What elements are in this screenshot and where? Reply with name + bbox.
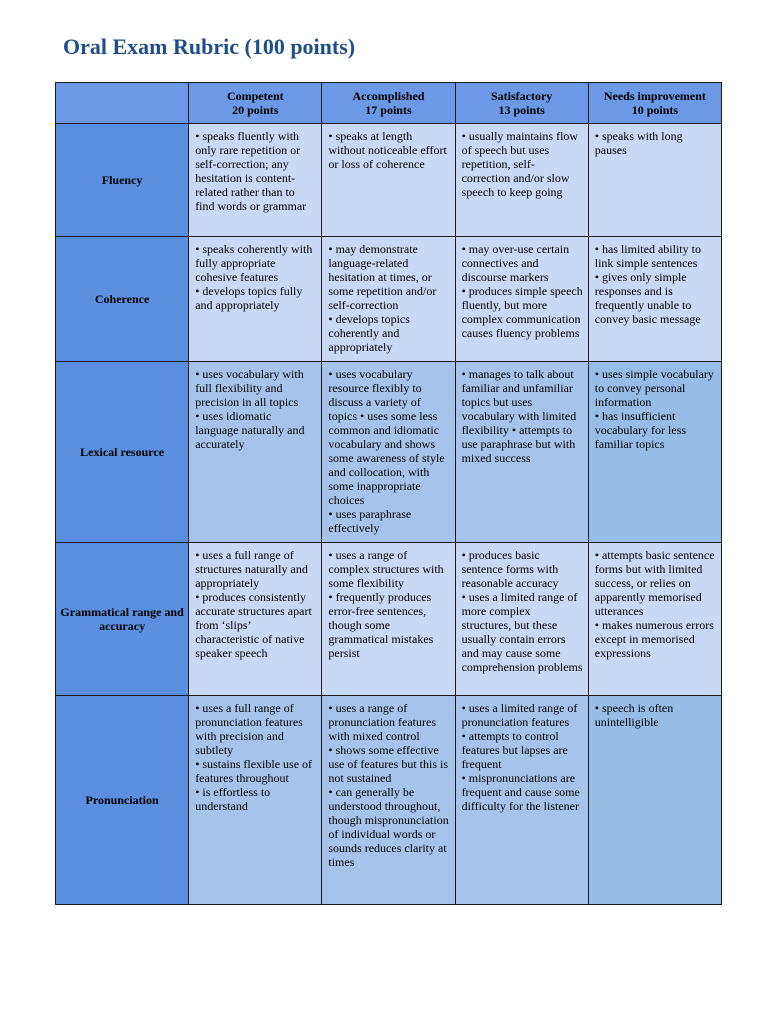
descriptor-item: • manages to talk about familiar and unfamiliar topics but uses vocabulary with limited flexibility • attempts to use paraphrase but with mixed success [461, 367, 577, 465]
descriptor-item: • uses a full range of structures naturally and appropriately [195, 548, 308, 590]
descriptor-cell-accomplished [322, 237, 455, 362]
descriptor-item: • attempts basic sentence forms but with limited success, or relies on apparently memorised utterances [594, 548, 715, 618]
descriptor-item: • uses a full range of pronunciation features with precision and subtlety [195, 701, 303, 757]
descriptor-item: • has insufficient vocabulary for less familiar topics [594, 409, 687, 451]
descriptor-cell-satisfactory [455, 237, 588, 362]
criterion-cell: Coherence [56, 237, 189, 362]
descriptor-item: • uses simple vocabulary to convey personal information [594, 367, 714, 409]
descriptor-item: • uses paraphrase effectively [328, 507, 412, 535]
descriptor-item: • produces basic sentence forms with reasonable accuracy [461, 548, 559, 590]
descriptor-list [328, 242, 449, 354]
level-name: Needs improvement [603, 89, 706, 103]
descriptor-list [462, 129, 583, 199]
descriptor-cell-competent [189, 237, 322, 362]
descriptor-cell-satisfactory [455, 696, 588, 905]
descriptor-item: • makes numerous errors except in memorised expressions [594, 618, 714, 660]
level-points: 17 points [365, 103, 412, 117]
rubric-body [56, 124, 722, 905]
descriptor-list [195, 129, 316, 213]
descriptor-item: • uses vocabulary resource flexibly to discuss a variety of topics • uses some less common and idiomatic vocabulary and shows some awareness of style and collocation, with some inappropriate choices [328, 367, 445, 507]
descriptor-item: • gives only simple responses and is frequently unable to convey basic message [594, 270, 701, 326]
rubric-row-grammatical-range-and-accuracy [56, 543, 722, 696]
descriptor-cell-needs-improvement [588, 124, 721, 237]
descriptor-cell-needs-improvement [588, 696, 721, 905]
page-title: Oral Exam Rubric (100 points) [63, 34, 356, 59]
descriptor-item: • uses idiomatic language naturally and accurately [195, 409, 305, 451]
descriptor-list [462, 367, 583, 465]
header-row [56, 83, 722, 124]
level-name: Accomplished [352, 89, 425, 103]
descriptor-item: • frequently produces error-free sentences, though some grammatical mistakes persist [328, 590, 434, 660]
descriptor-item: • speaks at length without noticeable effort or loss of coherence [328, 129, 447, 171]
descriptor-item: • speech is often unintelligible [594, 701, 674, 729]
descriptor-cell-needs-improvement [588, 237, 721, 362]
descriptor-item: • uses a range of pronunciation features with mixed control [328, 701, 436, 743]
descriptor-list [328, 548, 449, 660]
level-name: Satisfactory [490, 89, 553, 103]
descriptor-cell-satisfactory [455, 543, 588, 696]
descriptor-cell-accomplished [322, 696, 455, 905]
criterion-cell: Grammatical range and accuracy [56, 543, 189, 696]
descriptor-list [595, 548, 716, 660]
descriptor-item: • uses a limited range of more complex structures, but these usually contain errors and may cause some comprehension problems [461, 590, 583, 674]
descriptor-item: • can generally be understood throughout, though mispronunciation of individual words or sounds reduces clarity at times [328, 785, 449, 869]
descriptor-item: • uses a range of complex structures with some flexibility [328, 548, 444, 590]
level-points: 10 points [631, 103, 679, 117]
descriptor-item: • shows some effective use of features but this is not sustained [328, 743, 449, 785]
descriptor-cell-competent [189, 362, 322, 543]
descriptor-list [328, 129, 449, 171]
rubric-row-fluency [56, 124, 722, 237]
descriptor-item: • speaks fluently with only rare repetition or self-correction; any hesitation is content-related rather than to find words or grammar [195, 129, 307, 213]
descriptor-cell-competent [189, 543, 322, 696]
descriptor-cell-needs-improvement [588, 543, 721, 696]
descriptor-list [595, 701, 716, 729]
descriptor-cell-needs-improvement [588, 362, 721, 543]
descriptor-item: • produces simple speech fluently, but more complex communication causes fluency problems [461, 284, 583, 340]
descriptor-item: • mispronunciations are frequent and cause some difficulty for the listener [461, 771, 580, 813]
descriptor-list [195, 701, 316, 813]
descriptor-list [462, 242, 583, 340]
rubric-table [55, 82, 722, 905]
header-criteria-cell [56, 83, 189, 124]
header-level-accomplished [322, 83, 455, 124]
descriptor-cell-accomplished [322, 124, 455, 237]
descriptor-cell-accomplished [322, 543, 455, 696]
level-points: 20 points [232, 103, 279, 117]
descriptor-item: • develops topics coherently and appropriately [328, 312, 410, 354]
rubric-row-lexical-resource [56, 362, 722, 543]
header-level-competent [189, 83, 322, 124]
descriptor-list [595, 242, 716, 326]
descriptor-list [462, 548, 583, 674]
descriptor-item: • may demonstrate language-related hesitation at times, or some repetition and/or self-correction [328, 242, 437, 312]
level-points: 13 points [498, 103, 545, 117]
descriptor-item: • has limited ability to link simple sentences [594, 242, 701, 270]
criterion-cell: Lexical resource [56, 362, 189, 543]
descriptor-list [195, 367, 316, 451]
descriptor-list [595, 367, 716, 451]
descriptor-list [328, 701, 449, 869]
descriptor-item: • is effortless to understand [195, 785, 271, 813]
descriptor-item: • uses vocabulary with full flexibility and precision in all topics [195, 367, 304, 409]
descriptor-list [328, 367, 449, 535]
criterion-cell: Pronunciation [56, 696, 189, 905]
descriptor-cell-satisfactory [455, 362, 588, 543]
rubric-row-coherence [56, 237, 722, 362]
rubric-row-pronunciation [56, 696, 722, 905]
descriptor-item: • sustains flexible use of features throughout [195, 757, 313, 785]
descriptor-cell-competent [189, 696, 322, 905]
descriptor-list [595, 129, 716, 157]
descriptor-item: • speaks coherently with fully appropriate cohesive features [195, 242, 313, 284]
descriptor-item: • uses a limited range of pronunciation features [461, 701, 578, 729]
descriptor-list [195, 548, 316, 660]
descriptor-list [195, 242, 316, 312]
descriptor-list [462, 701, 583, 813]
header-level-needs-improvement [588, 83, 721, 124]
descriptor-cell-satisfactory [455, 124, 588, 237]
header-level-satisfactory [455, 83, 588, 124]
level-name: Competent [226, 89, 284, 103]
descriptor-cell-accomplished [322, 362, 455, 543]
descriptor-item: • usually maintains flow of speech but uses repetition, self-correction and/or slow speech to keep going [461, 129, 579, 199]
descriptor-item: • may over-use certain connectives and discourse markers [461, 242, 570, 284]
descriptor-item: • develops topics fully and appropriately [195, 284, 303, 312]
descriptor-item: • attempts to control features but lapses are frequent [461, 729, 568, 771]
descriptor-item: • produces consistently accurate structures apart from ‘slips’ characteristic of native speaker speech [195, 590, 312, 660]
descriptor-cell-competent [189, 124, 322, 237]
descriptor-item: • speaks with long pauses [594, 129, 683, 157]
criterion-cell: Fluency [56, 124, 189, 237]
